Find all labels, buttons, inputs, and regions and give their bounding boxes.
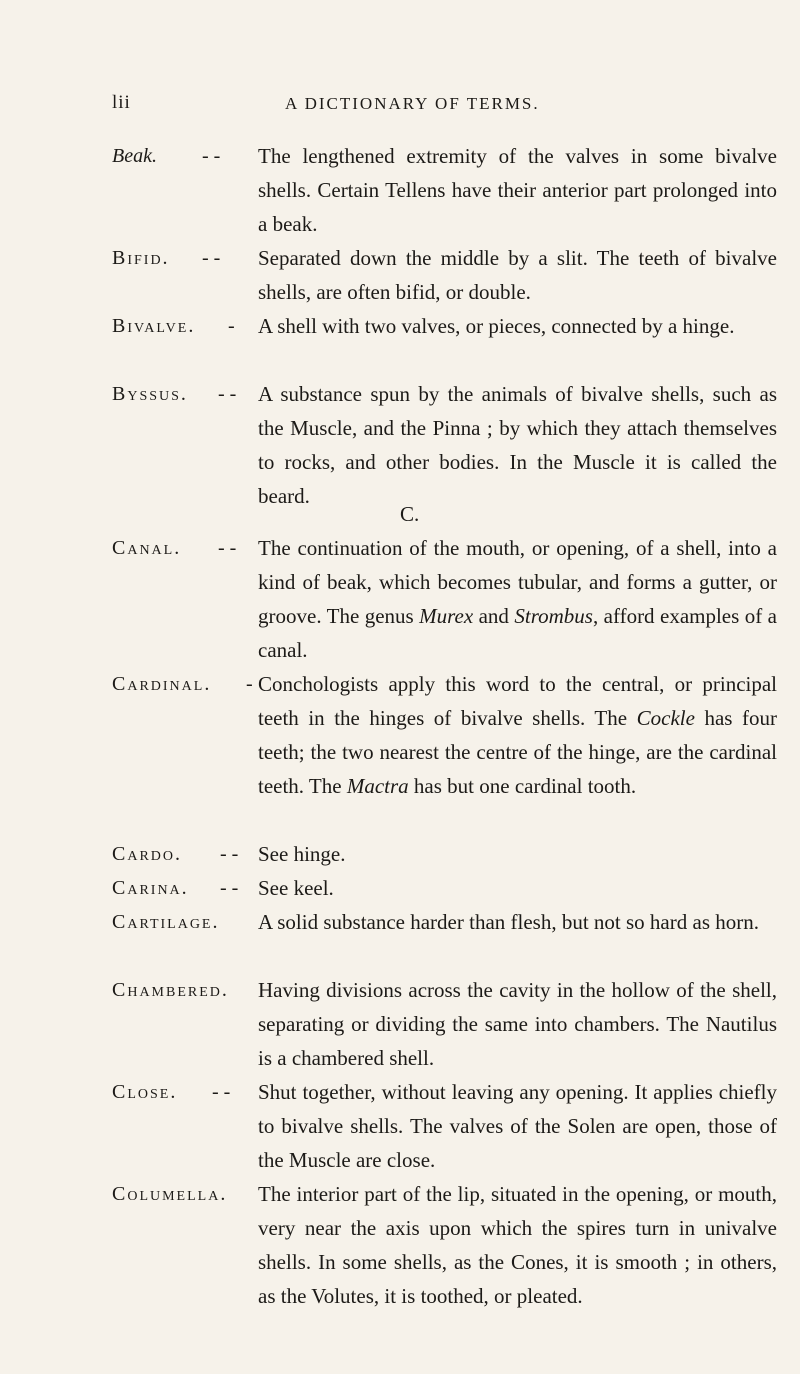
entry-definition: See keel.	[258, 876, 334, 900]
entry-definition: A shell with two valves, or pieces, connected by a hinge.	[258, 314, 735, 338]
entry-term: Canal.	[112, 537, 182, 559]
entry-dashes: - -	[202, 247, 221, 269]
genus-name: Cockle	[636, 706, 695, 730]
entry-dashes: - -	[220, 877, 239, 899]
entry-term: Cardo.	[112, 843, 183, 865]
genus-name: Strombus	[514, 604, 593, 628]
definition-text: has but one cardinal tooth.	[408, 774, 637, 798]
genus-name: Murex	[419, 604, 474, 628]
entry-definition: The lengthened extremity of the valves in some bivalve shells. Certain Tellens have their anterior part prolonged into a beak.	[258, 144, 777, 236]
entry-term: Close.	[112, 1081, 178, 1103]
definition-text: , afford examples of a canal.	[258, 604, 777, 662]
entry-dashes: -	[228, 315, 235, 337]
entry-definition: A substance spun by the animals of bivalve shells, such as the Muscle, and the Pinna ; by which they attach themselves to rocks, and other bodies. In the Muscle it is called the beard.	[258, 382, 777, 508]
entry-dashes: - -	[202, 145, 221, 167]
entry-definition: See hinge.	[258, 842, 346, 866]
entry-term: Chambered.	[112, 979, 229, 1001]
definition-text: Conchologists apply this word to the central, or principal teeth in the hinges of bivalve shells. The	[258, 672, 777, 730]
entry-term: Byssus.	[112, 383, 188, 405]
page-header	[112, 92, 772, 122]
entry-definition: Having divisions across the cavity in the hollow of the shell, separating or dividing the same into chambers. The Nautilus is a chambered shell.	[258, 978, 777, 1070]
genus-name: Mactra	[346, 774, 409, 798]
entry-term: Cardinal.	[112, 673, 212, 695]
entry-dashes: - -	[212, 1081, 231, 1103]
section-letter: C.	[400, 502, 420, 526]
definition-text: has four teeth; the two nearest the centre of the hinge, are the cardinal teeth. The	[258, 706, 777, 798]
entry-term: Bifid.	[112, 247, 170, 269]
running-head: A DICTIONARY OF TERMS.	[285, 94, 540, 113]
entry-dashes: - -	[218, 383, 237, 405]
entry-term: Carina.	[112, 877, 189, 899]
entry-term: Cartilage.	[112, 911, 220, 933]
entry-term: Bivalve.	[112, 315, 196, 337]
entry-dashes: - -	[218, 537, 237, 559]
entry-term: Columella.	[112, 1183, 228, 1205]
entry-dashes: -	[246, 673, 253, 695]
definition-text: The continuation of the mouth, or opening, of a shell, into a kind of beak, which becomes tubular, and forms a gutter, or groove. The genus	[258, 536, 777, 628]
entry-definition: A solid substance harder than flesh, but not so hard as horn.	[258, 910, 759, 934]
entry-definition	[258, 531, 777, 667]
entry-dashes: - -	[220, 843, 239, 865]
definition-text: and	[473, 604, 515, 628]
page-number: lii	[112, 92, 131, 113]
entry-definition: Separated down the middle by a slit. The teeth of bivalve shells, are often bifid, or double.	[258, 246, 777, 304]
entry-definition	[258, 667, 777, 803]
entry-definition: Shut together, without leaving any opening. It applies chiefly to bivalve shells. The valves of the Solen are open, those of the Muscle are close.	[258, 1080, 777, 1172]
entry-term: Beak.	[112, 145, 157, 167]
entry-definition: The interior part of the lip, situated in the opening, or mouth, very near the axis upon which the spires turn in univalve shells. In some shells, as the Cones, it is smooth ; in others, as the Volutes, it is toothed, or pleated.	[258, 1182, 777, 1308]
